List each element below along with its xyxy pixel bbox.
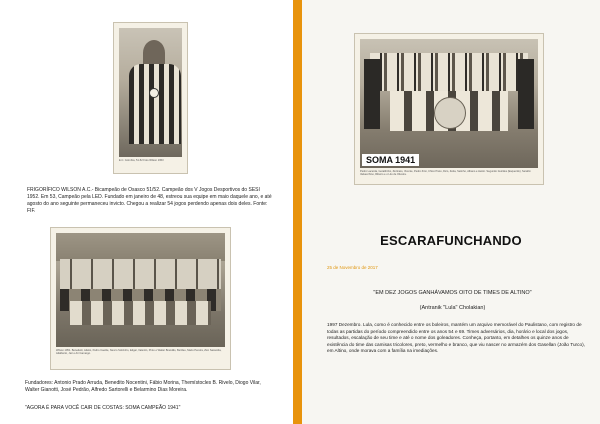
soma-photo-label: SOMA 1941 [362, 154, 419, 166]
author-line: (Antranik "Lula" Cholakian) [419, 305, 486, 311]
article-body: 1997 Dezembro. Lula, como é conhecido entre os boleiros, mantém um arquivo memorável do Paulistano, com registro de todas as partidas do período compreendido entre os anos 54 e 69. Times adversários, dia, horário e local dos jogos, resultados, escalação de seu time e até o nome dos goleadores. Conheça, portanto, em detalhes os quinze anos de existência do time das camisas tricolores, preto, vermelho e branco, que viu nascer no armazém dos Gasellan (João Turco), em Altino, onde morava com a família na imediações. [327, 322, 585, 354]
team-photo-caption: Wilson 1951. Benedetti, Adelio, Pedro Caetite, Nenco Sobrinho, Edgar, Valentin, Pinto e Walter Brandão, Bertileu, Mario Pereira, Zico Sacarolia, Adalberto, Jair e Ari Camargo. [56, 349, 222, 356]
wilson-team-photo [50, 227, 231, 370]
founders-text: Fundadores: Antonio Prado Arruda, Benedito Nocentini, Fábio Morina, Themístocles B. Rivelo, Diogo Vilar, Walter Gianotti, José Pedrão, Alfredo Sartorelli e Belarmino Dias Moreira. [25, 380, 261, 393]
soma-photo-caption: Pedro Lacerda, Geraldinho, Zézinato, Vicente, Pedro Zinó, Chico Preto, Dico, Zetta, Setinho, Albano e Heitor. Segundo: Eurides (Esquerdo), Serafim Valsecchino, Ribeiro e o Lito de Oliveira. [360, 170, 531, 177]
headline: "EM DEZ JOGOS GANHÁVAMOS OITO DE TIMES DE ALTINO" [373, 290, 532, 296]
player-portrait-photo [113, 22, 188, 174]
page-gutter [293, 0, 302, 424]
portrait-caption: E.C. Coimbra, 51-52 Foto Wilson 1953 [119, 159, 164, 162]
wilson-paragraph: FRIGORÍFICO WILSON A.C.- Bicampeão de Osasco 51/52. Campeão dos V Jogos Desportivos do SESI 1952. Em 53, Campeão pela LED. Fundado em janeiro de 48, estreou sua equipe em maio daquele ano, e até agosto do ano seguinte permaneceu invicto. Chegou a realizar 54 jogos perdendo apenas dois deles. Fonte: FIF. [27, 187, 272, 214]
post-date: 25 de Novembro de 2017 [327, 265, 378, 270]
soma-1941-photo [354, 33, 544, 185]
section-title: ESCARAFUNCHANDO [380, 233, 522, 248]
soma-quote: "AGORA É PARA VOCÊ CAIR DE COSTAS: SOMA CAMPEÃO 1941" [25, 405, 181, 411]
